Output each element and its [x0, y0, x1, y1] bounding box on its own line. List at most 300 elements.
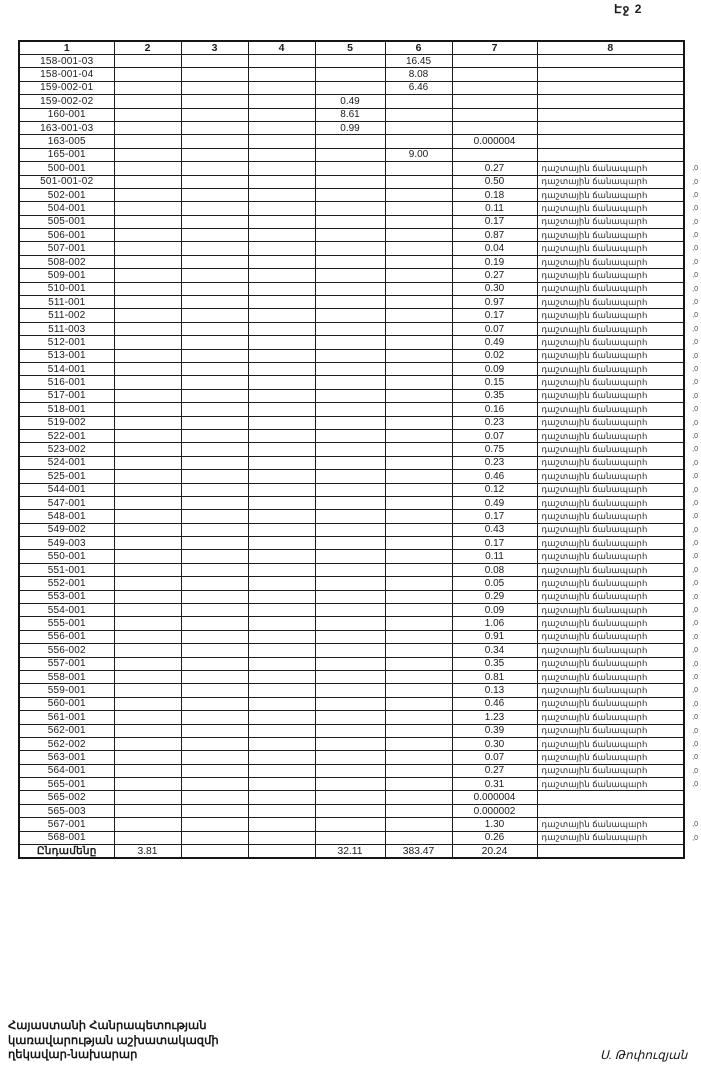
- table-row: [19, 362, 684, 375]
- margin-mark: ,0: [692, 406, 698, 414]
- cell-col1: 568-001: [19, 831, 114, 844]
- cell-col1: 567-001: [19, 818, 114, 831]
- table-row: [19, 269, 684, 282]
- cell-col6: [385, 229, 452, 242]
- cell-col8: [537, 148, 684, 161]
- cell-col5: [315, 483, 385, 496]
- cell-col5: [315, 684, 385, 697]
- cell-col3: [181, 389, 248, 402]
- table-body: [19, 55, 698, 859]
- cell-col3: [181, 282, 248, 295]
- margin-mark: ,0: [692, 781, 698, 789]
- cell-col5: [315, 269, 385, 282]
- cell-col4: [248, 456, 315, 469]
- cell-col5: [315, 148, 385, 161]
- cell-col8: դաշտային ճանապարհ ,0: [537, 269, 684, 282]
- cell-col3: [181, 697, 248, 710]
- cell-col3: [181, 81, 248, 94]
- cell-col7: 20.24: [452, 845, 537, 859]
- cell-col3: [181, 202, 248, 215]
- cell-col1: 509-001: [19, 269, 114, 282]
- cell-col4: [248, 242, 315, 255]
- cell-col5: [315, 309, 385, 322]
- cell-col2: [114, 537, 181, 550]
- cell-col6: [385, 577, 452, 590]
- cell-col7: 0.87: [452, 229, 537, 242]
- table-row: [19, 496, 684, 509]
- cell-col2: [114, 242, 181, 255]
- cell-col8: [537, 108, 684, 121]
- cell-col3: [181, 523, 248, 536]
- cell-col2: [114, 389, 181, 402]
- cell-col6: [385, 523, 452, 536]
- cell-col2: [114, 751, 181, 764]
- cell-col7: [452, 81, 537, 94]
- margin-mark: ,0: [692, 580, 698, 588]
- cell-col2: [114, 81, 181, 94]
- table-row: [19, 229, 684, 242]
- cell-col5: [315, 296, 385, 309]
- cell-col7: 1.06: [452, 617, 537, 630]
- cell-col8: դաշտային ճանապարհ ,0: [537, 296, 684, 309]
- cell-col8: դաշտային ճանապարհ ,0: [537, 563, 684, 576]
- margin-mark: ,0: [692, 205, 698, 213]
- table-row: [19, 376, 684, 389]
- cell-col1: 523-002: [19, 443, 114, 456]
- cell-col3: [181, 684, 248, 697]
- cell-col7: 0.000004: [452, 135, 537, 148]
- header-cell: 3: [181, 41, 248, 55]
- cell-col1: 560-001: [19, 697, 114, 710]
- cell-col6: [385, 175, 452, 188]
- table-row: [19, 95, 684, 108]
- cell-col5: [315, 362, 385, 375]
- cell-col5: [315, 737, 385, 750]
- cell-col2: [114, 296, 181, 309]
- cell-col5: [315, 604, 385, 617]
- cell-col6: [385, 697, 452, 710]
- cell-col3: [181, 804, 248, 817]
- cell-col2: [114, 188, 181, 201]
- cell-col7: 0.49: [452, 336, 537, 349]
- cell-col7: 0.07: [452, 751, 537, 764]
- cell-col8: դաշտային ճանապարհ ,0: [537, 470, 684, 483]
- cell-col8: դաշտային ճանապարհ ,0: [537, 510, 684, 523]
- cell-col6: [385, 309, 452, 322]
- margin-mark: ,0: [692, 419, 698, 427]
- margin-mark: ,0: [692, 754, 698, 762]
- cell-col1: 547-001: [19, 496, 114, 509]
- cell-col5: [315, 791, 385, 804]
- cell-col1: 500-001: [19, 162, 114, 175]
- cell-col8: դաշտային ճանապարհ ,0: [537, 349, 684, 362]
- cell-col7: 0.27: [452, 162, 537, 175]
- cell-col5: 0.99: [315, 121, 385, 134]
- cell-col6: [385, 443, 452, 456]
- table-row: [19, 389, 684, 402]
- cell-col8: դաշտային ճանապարհ ,0: [537, 403, 684, 416]
- cell-col1: 549-002: [19, 523, 114, 536]
- cell-col5: [315, 202, 385, 215]
- cell-col2: [114, 95, 181, 108]
- cell-col8: [537, 121, 684, 134]
- margin-mark: ,0: [692, 232, 698, 240]
- cell-col6: [385, 510, 452, 523]
- cell-col7: 0.11: [452, 202, 537, 215]
- cell-col5: [315, 242, 385, 255]
- cell-col6: [385, 255, 452, 268]
- cell-col4: [248, 429, 315, 442]
- header-cell: 7: [452, 41, 537, 55]
- cell-col8: դաշտային ճանապարհ ,0: [537, 670, 684, 683]
- cell-col7: 0.09: [452, 604, 537, 617]
- cell-col7: [452, 148, 537, 161]
- cell-col3: [181, 510, 248, 523]
- cell-col5: [315, 215, 385, 228]
- cell-col7: 0.15: [452, 376, 537, 389]
- cell-col6: [385, 349, 452, 362]
- table-row: [19, 670, 684, 683]
- cell-col8: [537, 95, 684, 108]
- margin-mark: ,0: [692, 767, 698, 775]
- cell-col3: [181, 322, 248, 335]
- cell-col7: 0.35: [452, 657, 537, 670]
- margin-mark: ,0: [692, 687, 698, 695]
- cell-col6: [385, 630, 452, 643]
- cell-col1: 519-002: [19, 416, 114, 429]
- cell-col1: 552-001: [19, 577, 114, 590]
- margin-mark: ,0: [692, 446, 698, 454]
- margin-mark: ,0: [692, 285, 698, 293]
- cell-col3: [181, 376, 248, 389]
- cell-col4: [248, 697, 315, 710]
- cell-col6: [385, 456, 452, 469]
- cell-col1: 517-001: [19, 389, 114, 402]
- cell-col3: [181, 577, 248, 590]
- cell-col4: [248, 269, 315, 282]
- cell-col1: 565-002: [19, 791, 114, 804]
- cell-col4: [248, 537, 315, 550]
- cell-col7: 0.27: [452, 764, 537, 777]
- cell-col2: [114, 416, 181, 429]
- cell-col4: [248, 670, 315, 683]
- margin-mark: ,0: [692, 727, 698, 735]
- table-row: [19, 791, 684, 804]
- cell-col2: [114, 764, 181, 777]
- cell-col8: դաշտային ճանապարհ ,0: [537, 376, 684, 389]
- margin-mark: ,0: [692, 379, 698, 387]
- cell-col3: [181, 309, 248, 322]
- cell-col2: [114, 563, 181, 576]
- header-cell: 6: [385, 41, 452, 55]
- margin-mark: ,0: [692, 740, 698, 748]
- cell-col2: [114, 255, 181, 268]
- cell-col8: դաշտային ճանապարհ ,0: [537, 617, 684, 630]
- cell-col3: [181, 724, 248, 737]
- table-row: [19, 550, 684, 563]
- cell-col7: 0.17: [452, 510, 537, 523]
- cell-col1: 160-001: [19, 108, 114, 121]
- cell-col6: [385, 135, 452, 148]
- cell-col2: [114, 737, 181, 750]
- cell-col2: [114, 229, 181, 242]
- cell-col8: դաշտային ճանապարհ ,0: [537, 751, 684, 764]
- footer-block: [8, 1019, 219, 1063]
- cell-col6: [385, 269, 452, 282]
- table-row: [19, 804, 684, 817]
- margin-mark: ,0: [692, 486, 698, 494]
- cell-col7: 0.19: [452, 255, 537, 268]
- margin-mark: ,0: [692, 272, 698, 280]
- cell-col3: [181, 429, 248, 442]
- cell-col1: 524-001: [19, 456, 114, 469]
- table-row: [19, 242, 684, 255]
- cell-col6: [385, 296, 452, 309]
- cell-col3: [181, 563, 248, 576]
- cell-col7: 0.17: [452, 215, 537, 228]
- cell-col6: [385, 336, 452, 349]
- table-row: [19, 737, 684, 750]
- cell-col8: դաշտային ճանապարհ ,0: [537, 175, 684, 188]
- cell-col1: 511-002: [19, 309, 114, 322]
- cell-col7: [452, 55, 537, 68]
- cell-col8: դաշտային ճանապարհ ,0: [537, 577, 684, 590]
- cell-col8: [537, 55, 684, 68]
- cell-col4: [248, 322, 315, 335]
- cell-col3: [181, 296, 248, 309]
- table-row: [19, 563, 684, 576]
- cell-col5: [315, 496, 385, 509]
- cell-col5: [315, 255, 385, 268]
- cell-col8: դաշտային ճանապարհ ,0: [537, 202, 684, 215]
- cell-col6: [385, 563, 452, 576]
- cell-col7: 0.000002: [452, 804, 537, 817]
- cell-col2: [114, 496, 181, 509]
- cell-col7: 0.27: [452, 269, 537, 282]
- cell-col6: [385, 724, 452, 737]
- cell-col2: 3.81: [114, 845, 181, 859]
- header-cell: 5: [315, 41, 385, 55]
- table-row: [19, 470, 684, 483]
- cell-col6: [385, 95, 452, 108]
- cell-col4: [248, 550, 315, 563]
- table-row: [19, 697, 684, 710]
- table-row: [19, 108, 684, 121]
- cell-col7: 0.35: [452, 389, 537, 402]
- cell-col1: 559-001: [19, 684, 114, 697]
- cell-col5: 0.49: [315, 95, 385, 108]
- margin-mark: ,0: [692, 218, 698, 226]
- cell-col4: [248, 764, 315, 777]
- cell-col4: [248, 349, 315, 362]
- table-row: [19, 778, 684, 791]
- cell-col3: [181, 831, 248, 844]
- cell-col8: դաշտային ճանապարհ ,0: [537, 162, 684, 175]
- cell-col7: [452, 95, 537, 108]
- cell-col3: [181, 617, 248, 630]
- cell-col2: [114, 175, 181, 188]
- cell-col6: [385, 604, 452, 617]
- cell-col5: [315, 456, 385, 469]
- cell-col4: [248, 135, 315, 148]
- table-row: [19, 215, 684, 228]
- margin-mark: ,0: [692, 821, 698, 829]
- cell-col2: [114, 577, 181, 590]
- cell-col2: [114, 269, 181, 282]
- cell-col6: [385, 376, 452, 389]
- cell-col4: [248, 617, 315, 630]
- cell-col5: [315, 550, 385, 563]
- cell-col3: [181, 108, 248, 121]
- cell-col2: [114, 403, 181, 416]
- footer-line-3: ղեկավար-նախարար: [8, 1049, 138, 1061]
- cell-col2: [114, 657, 181, 670]
- cell-col7: 0.17: [452, 537, 537, 550]
- cell-col6: [385, 389, 452, 402]
- cell-col1: 518-001: [19, 403, 114, 416]
- cell-col1: 551-001: [19, 563, 114, 576]
- cell-col4: [248, 121, 315, 134]
- cell-col5: [315, 778, 385, 791]
- cell-col5: [315, 336, 385, 349]
- cell-col2: [114, 282, 181, 295]
- cell-col7: 0.30: [452, 737, 537, 750]
- margin-mark: ,0: [692, 339, 698, 347]
- cell-col5: [315, 376, 385, 389]
- cell-col2: [114, 309, 181, 322]
- cell-col3: [181, 537, 248, 550]
- cell-col7: 0.46: [452, 697, 537, 710]
- cell-col8: դաշտային ճանապարհ ,0: [537, 764, 684, 777]
- cell-col6: [385, 831, 452, 844]
- cell-col5: 8.61: [315, 108, 385, 121]
- table-row: [19, 336, 684, 349]
- cell-col8: դաշտային ճանապարհ ,0: [537, 443, 684, 456]
- cell-col7: 0.34: [452, 644, 537, 657]
- cell-col2: [114, 470, 181, 483]
- cell-col3: [181, 670, 248, 683]
- cell-col5: [315, 630, 385, 643]
- table-row: [19, 202, 684, 215]
- header-cell: 2: [114, 41, 181, 55]
- cell-col5: [315, 657, 385, 670]
- cell-col3: [181, 148, 248, 161]
- margin-mark: ,0: [692, 258, 698, 266]
- cell-col4: [248, 376, 315, 389]
- cell-col4: [248, 724, 315, 737]
- margin-mark: ,0: [692, 299, 698, 307]
- cell-col5: [315, 670, 385, 683]
- cell-col8: դաշտային ճանապարհ ,0: [537, 188, 684, 201]
- cell-col3: [181, 269, 248, 282]
- cell-col5: [315, 349, 385, 362]
- cell-col3: [181, 162, 248, 175]
- cell-col6: [385, 617, 452, 630]
- margin-mark: ,0: [692, 178, 698, 186]
- cell-col1: 562-001: [19, 724, 114, 737]
- cell-col8: դաշտային ճանապարհ ,0: [537, 456, 684, 469]
- cell-col8: դաշտային ճանապարհ ,0: [537, 684, 684, 697]
- table-row: [19, 510, 684, 523]
- cell-col8: դաշտային ճանապարհ ,0: [537, 322, 684, 335]
- cell-col2: [114, 108, 181, 121]
- header-cell: 1: [19, 41, 114, 55]
- cell-col4: [248, 162, 315, 175]
- cell-col1: 507-001: [19, 242, 114, 255]
- cell-col7: 0.46: [452, 470, 537, 483]
- cell-col8: դաշտային ճանապարհ ,0: [537, 630, 684, 643]
- cell-col4: [248, 309, 315, 322]
- margin-mark: ,0: [692, 607, 698, 615]
- cell-col5: [315, 68, 385, 81]
- cell-col6: [385, 121, 452, 134]
- cell-col4: [248, 403, 315, 416]
- cell-col4: [248, 362, 315, 375]
- margin-mark: ,0: [692, 392, 698, 400]
- cell-col6: 383.47: [385, 845, 452, 859]
- header-cell: 4: [248, 41, 315, 55]
- table-row: [19, 429, 684, 442]
- margin-mark: ,0: [692, 633, 698, 641]
- cell-col5: [315, 188, 385, 201]
- cell-col3: [181, 764, 248, 777]
- cell-col3: [181, 550, 248, 563]
- cell-col7: 0.23: [452, 456, 537, 469]
- table-row: [19, 188, 684, 201]
- cell-col4: [248, 845, 315, 859]
- cell-col1: 565-003: [19, 804, 114, 817]
- table-row: [19, 604, 684, 617]
- cell-col6: [385, 162, 452, 175]
- margin-mark: ,0: [692, 191, 698, 199]
- cell-col2: [114, 630, 181, 643]
- cell-col1: 159-002-02: [19, 95, 114, 108]
- cell-col5: [315, 429, 385, 442]
- cell-col1: 163-005: [19, 135, 114, 148]
- cell-col8: դաշտային ճանապարհ ,0: [537, 336, 684, 349]
- cell-col8: դաշտային ճանապարհ ,0: [537, 483, 684, 496]
- cell-col6: [385, 670, 452, 683]
- cell-col8: դաշտային ճանապարհ ,0: [537, 657, 684, 670]
- margin-mark: ,0: [692, 312, 698, 320]
- cell-col7: 1.30: [452, 818, 537, 831]
- cell-col7: 0.000004: [452, 791, 537, 804]
- cell-col5: [315, 282, 385, 295]
- cell-col7: 0.29: [452, 590, 537, 603]
- cell-col4: [248, 818, 315, 831]
- cell-col2: [114, 617, 181, 630]
- cell-col4: [248, 148, 315, 161]
- cell-col7: 1.23: [452, 711, 537, 724]
- cell-col8: դաշտային ճանապարհ ,0: [537, 229, 684, 242]
- table-row: [19, 121, 684, 134]
- cell-col7: 0.18: [452, 188, 537, 201]
- margin-mark: ,0: [692, 593, 698, 601]
- cell-col5: [315, 322, 385, 335]
- cell-col3: [181, 737, 248, 750]
- cell-col6: [385, 778, 452, 791]
- cell-col5: [315, 175, 385, 188]
- page-label: Էջ 2: [614, 2, 643, 16]
- cell-col8: դաշտային ճանապարհ ,0: [537, 604, 684, 617]
- cell-col8: դաշտային ճանապարհ ,0: [537, 778, 684, 791]
- cell-col4: [248, 684, 315, 697]
- cell-col2: [114, 670, 181, 683]
- cell-col3: [181, 255, 248, 268]
- cell-col1: 159-002-01: [19, 81, 114, 94]
- table-row: [19, 818, 684, 831]
- cell-col7: [452, 121, 537, 134]
